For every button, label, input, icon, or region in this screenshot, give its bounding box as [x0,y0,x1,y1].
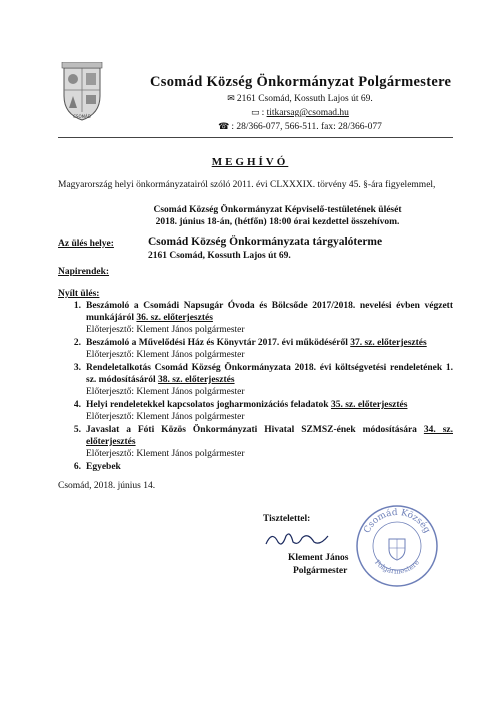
venue-name: Csomád Község Önkormányzata tárgyalóterme [148,236,383,248]
agenda-item-reference: 34. sz. előterjesztés [86,425,453,447]
convocation-line-2: 2018. június 18-án, (hétfőn) 18:00 órai kezdettel összehívom. [155,217,400,227]
open-session-label: Nyílt ülés: [58,289,100,299]
agenda-item-reference: 37. sz. előterjesztés [350,338,427,348]
email-prefix: : [261,108,265,118]
signer-title: Polgármester [293,566,348,576]
email-link[interactable]: titkarsag@csomad.hu [266,108,349,118]
agenda-item-number: 6. [73,462,81,472]
agenda-item-title: Egyebek [86,462,121,472]
agenda-item [58,300,453,336]
agenda-item-presenter: Előterjesztő: Klement János polgármester [86,412,245,422]
agenda-item-number: 1. [73,301,81,311]
venue-address: 2161 Csomád, Kossuth Lajos út 69. [148,251,291,261]
svg-text:Csomád Község [362,507,431,535]
header-divider [58,137,453,138]
phone-text: : 28/366-077, 566-511. fax: 28/366-077 [231,122,382,132]
agenda-item-title: Helyi rendeletekkel kapcsolatos jogharmonizációs feladatok 35. sz. előterjesztés [86,400,408,410]
crest-label: CSOMÁD [73,114,91,119]
agenda-list [58,300,453,474]
agenda-item-reference: 38. sz. előterjesztés [158,375,235,385]
agenda-item [58,424,453,460]
agenda-item [58,362,453,398]
signer-name: Klement János [288,553,349,563]
agenda-label: Napirendek: [58,267,110,277]
agenda-item-reference: 35. sz. előterjesztés [330,400,408,410]
stamp-text-top: Csomád Község [362,507,432,536]
coat-of-arms-icon [60,62,104,122]
agenda-item-number: 4. [73,400,81,410]
organization-title: Csomád Község Önkormányzat Polgármestere [150,74,452,90]
header-address [150,94,450,104]
agenda-item-number: 2. [73,338,81,348]
agenda-item-reference: 36. sz. előterjesztés [136,313,213,323]
stamp-text-bottom: Polgármestere [372,558,422,576]
signature-icon [262,528,332,550]
computer-icon: ▭ [251,108,260,118]
convocation-paragraph [100,204,455,228]
agenda-item-title: Rendeletalkotás Csomád Község Önkormányzata 2018. évi költségvetési rendeletének 1. sz. módosításáról 38. sz. előterjesztés [86,363,453,385]
agenda-item-title: Beszámoló a Csomádi Napsugár Óvoda és Bölcsőde 2017/2018. nevelési évben végzett munkájáról 36. sz. előterjesztés [86,301,453,323]
svg-text:Polgármestere [373,558,421,575]
envelope-icon: ✉ [227,94,235,104]
agenda-item [58,399,453,423]
official-stamp-icon [352,501,442,591]
document-heading: MEGHÍVÓ [211,156,289,168]
agenda-item-title: Javaslat a Fóti Közös Önkormányzati Hivatal SZMSZ-ének módosítására 34. sz. előterjesztés [86,425,453,447]
address-text: 2161 Csomád, Kossuth Lajos út 69. [236,94,373,104]
venue-label: Az ülés helye: [58,239,114,249]
agenda-item-presenter: Előterjesztő: Klement János polgármester [86,387,245,397]
agenda-item-title: Beszámoló a Művelődési Ház és Könyvtár 2017. évi működéséről 37. sz. előterjesztés [86,338,427,348]
convocation-line-1: Csomád Község Önkormányzat Képviselő-testületének ülését [153,205,402,215]
agenda-item-presenter: Előterjesztő: Klement János polgármester [86,325,245,335]
header-email [150,108,450,118]
closing-greeting: Tisztelettel: [263,514,311,524]
agenda-item-number: 3. [73,363,81,373]
agenda-item-presenter: Előterjesztő: Klement János polgármester [86,449,245,459]
telephone-icon: ☎ [218,122,230,132]
header-phone [150,122,450,132]
agenda-item [58,337,453,361]
agenda-item-number: 5. [73,425,81,435]
intro-paragraph: Magyarország helyi önkormányzatairól szóló 2011. évi CLXXXIX. törvény 45. §-ára figyelemmel, [58,180,436,190]
document-date: Csomád, 2018. június 14. [58,481,156,491]
agenda-item-presenter: Előterjesztő: Klement János polgármester [86,350,245,360]
agenda-item [58,461,453,473]
